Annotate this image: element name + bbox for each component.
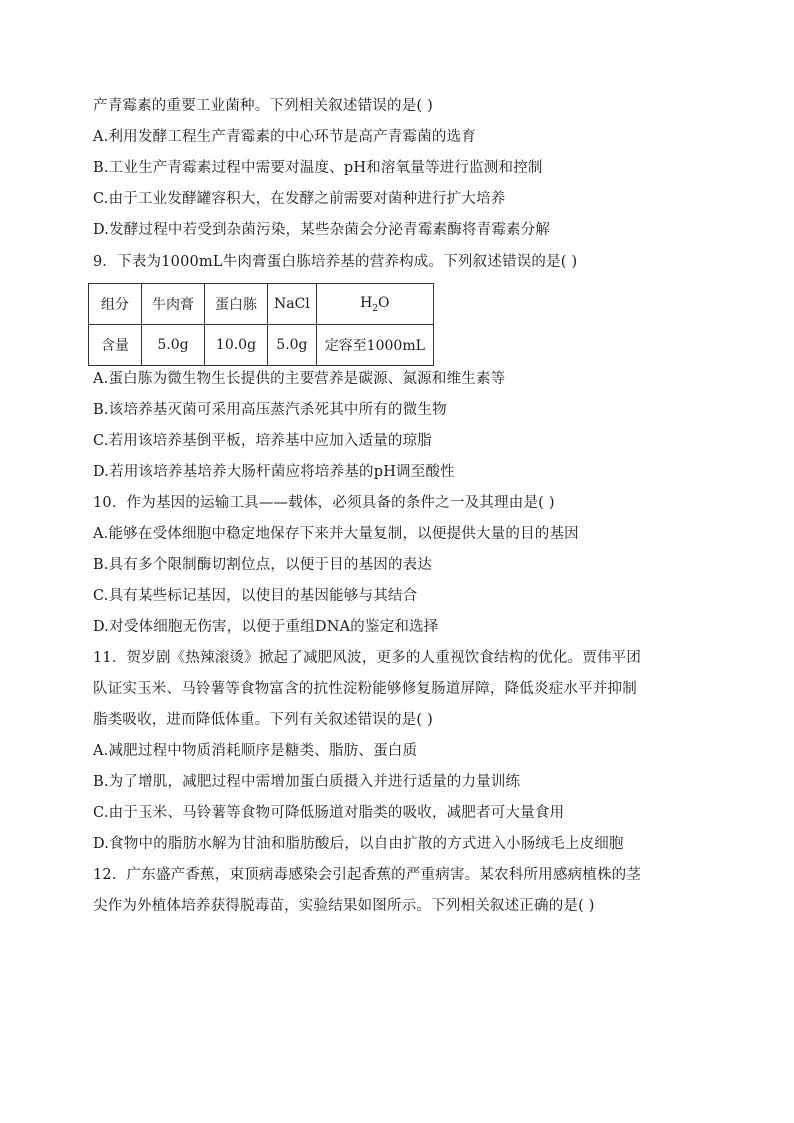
q9-option-a: A.蛋白胨为微生物生长提供的主要营养是碳源、氮源和维生素等 — [93, 371, 506, 387]
q9-option-c: C.若用该培养基倒平板，培养基中应加入适量的琼脂 — [93, 433, 432, 449]
table-cell: 5.0g — [142, 325, 205, 366]
table-row — [89, 325, 434, 366]
q10-option-c: C.具有某些标记基因，以使目的基因能够与其结合 — [93, 588, 418, 604]
table-cell: 5.0g — [268, 325, 317, 366]
q11-stem-line-2: 队证实玉米、马铃薯等食物富含的抗性淀粉能够修复肠道屏障，降低炎症水平并抑制 — [93, 681, 637, 697]
table-cell: 牛肉膏 — [142, 284, 205, 325]
table-cell: 10.0g — [205, 325, 268, 366]
h2o-o: O — [378, 294, 390, 311]
table-cell: 组分 — [89, 284, 142, 325]
q11-stem-line-3: 脂类吸收，进而降低体重。下列有关叙述错误的是( ) — [93, 712, 433, 728]
nutrient-table — [88, 283, 434, 366]
q12-stem-line-1: 12．广东盛产香蕉，束顶病毒感染会引起香蕉的严重病害。某农科所用感病植株的茎 — [93, 867, 642, 883]
q12-stem-line-2: 尖作为外植体培养获得脱毒苗，实验结果如图所示。下列相关叙述正确的是( ) — [93, 898, 595, 914]
q11-option-a: A.减肥过程中物质消耗顺序是糖类、脂肪、蛋白质 — [93, 743, 418, 759]
h2o-h: H — [360, 294, 373, 311]
table-cell: 含量 — [89, 325, 142, 366]
q10-option-a: A.能够在受体细胞中稳定地保存下来并大量复制，以便提供大量的目的基因 — [93, 526, 579, 542]
q8-option-d: D.发酵过程中若受到杂菌污染，某些杂菌会分泌青霉素酶将青霉素分解 — [93, 222, 551, 238]
q8-stem-tail: 产青霉素的重要工业菌种。下列相关叙述错误的是( ) — [93, 98, 433, 114]
q10-option-b: B.具有多个限制酶切割位点，以便于目的基因的表达 — [93, 557, 433, 573]
q9-option-d: D.若用该培养基培养大肠杆菌应将培养基的pH调至酸性 — [93, 464, 455, 480]
table-cell: 蛋白胨 — [205, 284, 268, 325]
table-cell: NaCl — [268, 284, 317, 325]
q9-option-b: B.该培养基灭菌可采用高压蒸汽杀死其中所有的微生物 — [93, 402, 447, 418]
table-row — [89, 284, 434, 325]
q10-option-d: D.对受体细胞无伤害，以便于重组DNA的鉴定和选择 — [93, 619, 439, 635]
q8-option-c: C.由于工业发酵罐容积大，在发酵之前需要对菌种进行扩大培养 — [93, 191, 506, 207]
q11-option-c: C.由于玉米、马铃薯等食物可降低肠道对脂类的吸收，减肥者可大量食用 — [93, 805, 565, 821]
h2o-sub: 2 — [372, 303, 379, 314]
q8-option-a: A.利用发酵工程生产青霉素的中心环节是高产青霉菌的选育 — [93, 129, 476, 145]
table-cell: 定容至1000mL — [316, 325, 433, 366]
q11-option-b: B.为了增肌，减肥过程中需增加蛋白质摄入并进行适量的力量训练 — [93, 774, 521, 790]
q11-stem-line-1: 11．贺岁剧《热辣滚烫》掀起了减肥风波，更多的人重视饮食结构的优化。贾伟平团 — [93, 650, 642, 666]
q8-option-b: B.工业生产青霉素过程中需要对温度、pH和溶氧量等进行监测和控制 — [93, 160, 543, 176]
q11-option-d: D.食物中的脂肪水解为甘油和脂肪酸后，以自由扩散的方式进入小肠绒毛上皮细胞 — [93, 836, 624, 852]
table-cell-h2o — [316, 284, 433, 325]
q9-stem: 9．下表为1000mL牛肉膏蛋白胨培养基的营养构成。下列叙述错误的是( ) — [93, 254, 578, 270]
q10-stem: 10．作为基因的运输工具——载体，必须具备的条件之一及其理由是( ) — [93, 495, 555, 511]
